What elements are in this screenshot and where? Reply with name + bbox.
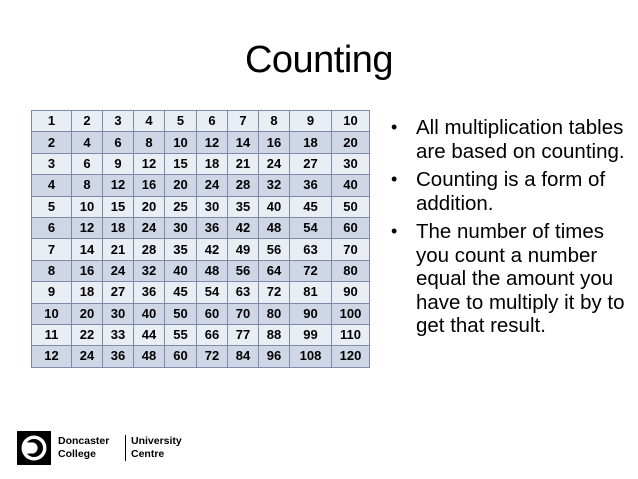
table-cell: 54	[290, 217, 332, 238]
table-cell: 64	[259, 260, 290, 281]
table-cell: 14	[228, 132, 259, 153]
table-cell: 6	[103, 132, 134, 153]
table-cell: 9	[103, 153, 134, 174]
table-cell: 2	[72, 111, 103, 132]
logo-divider	[125, 435, 126, 461]
bullet-item	[389, 168, 629, 215]
table-cell: 60	[197, 303, 228, 324]
table-cell: 12	[32, 346, 72, 367]
table-cell: 55	[165, 324, 197, 345]
table-cell: 70	[228, 303, 259, 324]
bullet-dot-icon: •	[391, 117, 398, 137]
table-cell: 16	[259, 132, 290, 153]
table-cell: 10	[32, 303, 72, 324]
table-cell: 33	[103, 324, 134, 345]
table-cell: 24	[259, 153, 290, 174]
table-cell: 8	[259, 111, 290, 132]
table-cell: 40	[134, 303, 165, 324]
bullet-text: Counting is a form of addition.	[416, 168, 606, 215]
table-cell: 36	[197, 217, 228, 238]
table-cell: 18	[103, 217, 134, 238]
table-cell: 60	[332, 217, 370, 238]
multiplication-table	[31, 110, 370, 368]
doncaster-logo-icon	[17, 431, 51, 465]
uni-line-1: University	[131, 435, 182, 447]
table-row	[32, 303, 370, 324]
table-cell: 30	[103, 303, 134, 324]
table-row	[32, 239, 370, 260]
table-cell: 32	[259, 175, 290, 196]
bullet-dot-icon: •	[391, 169, 398, 189]
table-cell: 20	[165, 175, 197, 196]
college-name	[58, 435, 109, 460]
uni-line-2: Centre	[131, 447, 165, 460]
table-cell: 7	[32, 239, 72, 260]
slide-title: Counting	[244, 39, 394, 81]
table-cell: 42	[197, 239, 228, 260]
table-cell: 27	[290, 153, 332, 174]
table-cell: 9	[32, 282, 72, 303]
table-cell: 28	[228, 175, 259, 196]
table-cell: 4	[32, 175, 72, 196]
table-row	[32, 324, 370, 345]
table-cell: 8	[72, 175, 103, 196]
table-cell: 72	[197, 346, 228, 367]
table-cell: 12	[197, 132, 228, 153]
table-cell: 15	[103, 196, 134, 217]
table-cell: 56	[259, 239, 290, 260]
table-cell: 7	[228, 111, 259, 132]
bullet-text: All multiplication tables are based on counting.	[416, 116, 625, 163]
table-cell: 56	[228, 260, 259, 281]
bullet-item	[389, 116, 629, 163]
table-cell: 8	[134, 132, 165, 153]
table-cell: 5	[32, 196, 72, 217]
table-cell: 2	[32, 132, 72, 153]
table-cell: 22	[72, 324, 103, 345]
table-cell: 49	[228, 239, 259, 260]
table-cell: 36	[134, 282, 165, 303]
table-cell: 72	[259, 282, 290, 303]
table-cell: 36	[103, 346, 134, 367]
doncaster-college-logo	[17, 431, 187, 465]
table-cell: 24	[197, 175, 228, 196]
table-cell: 40	[165, 260, 197, 281]
table-cell: 10	[165, 132, 197, 153]
table-cell: 4	[72, 132, 103, 153]
table-cell: 24	[103, 260, 134, 281]
table-cell: 50	[165, 303, 197, 324]
table-cell: 30	[332, 153, 370, 174]
table-cell: 30	[165, 217, 197, 238]
table-cell: 120	[332, 346, 370, 367]
table-cell: 40	[259, 196, 290, 217]
table-cell: 9	[290, 111, 332, 132]
table-cell: 18	[72, 282, 103, 303]
table-cell: 18	[290, 132, 332, 153]
table-cell: 90	[290, 303, 332, 324]
table-row	[32, 196, 370, 217]
table-cell: 24	[134, 217, 165, 238]
table-cell: 20	[134, 196, 165, 217]
table-cell: 40	[332, 175, 370, 196]
table-cell: 28	[134, 239, 165, 260]
table-cell: 20	[332, 132, 370, 153]
bullet-dot-icon: •	[391, 221, 398, 241]
table-cell: 72	[290, 260, 332, 281]
table-cell: 27	[103, 282, 134, 303]
table-cell: 18	[197, 153, 228, 174]
table-cell: 6	[72, 153, 103, 174]
table-cell: 4	[134, 111, 165, 132]
table-cell: 42	[228, 217, 259, 238]
table-row	[32, 111, 370, 132]
college-line-1: Doncaster	[58, 435, 110, 447]
table-row	[32, 346, 370, 367]
table-cell: 90	[332, 282, 370, 303]
table-cell: 100	[332, 303, 370, 324]
table-cell: 84	[228, 346, 259, 367]
table-cell: 66	[197, 324, 228, 345]
table-cell: 32	[134, 260, 165, 281]
table-cell: 6	[32, 217, 72, 238]
table-cell: 10	[332, 111, 370, 132]
table-cell: 3	[32, 153, 72, 174]
table-cell: 6	[197, 111, 228, 132]
table-cell: 108	[290, 346, 332, 367]
table-cell: 21	[103, 239, 134, 260]
table-cell: 81	[290, 282, 332, 303]
table-row	[32, 175, 370, 196]
table-cell: 54	[197, 282, 228, 303]
table-row	[32, 132, 370, 153]
table-cell: 48	[259, 217, 290, 238]
table-row	[32, 217, 370, 238]
table-cell: 45	[165, 282, 197, 303]
table-cell: 21	[228, 153, 259, 174]
table-cell: 10	[72, 196, 103, 217]
bullet-text: The number of times you count a number equal the amount you have to multiply it by to get that result.	[416, 220, 625, 337]
bullet-list	[389, 116, 629, 343]
table-cell: 70	[332, 239, 370, 260]
table-cell: 5	[165, 111, 197, 132]
table-cell: 14	[72, 239, 103, 260]
table-row	[32, 282, 370, 303]
table-cell: 30	[197, 196, 228, 217]
table-cell: 88	[259, 324, 290, 345]
table-cell: 16	[72, 260, 103, 281]
table-cell: 80	[332, 260, 370, 281]
bullet-item	[389, 220, 629, 338]
table-cell: 20	[72, 303, 103, 324]
table-cell: 48	[134, 346, 165, 367]
university-centre-name	[131, 435, 182, 460]
table-cell: 16	[134, 175, 165, 196]
table-cell: 1	[32, 111, 72, 132]
table-cell: 110	[332, 324, 370, 345]
table-cell: 25	[165, 196, 197, 217]
table-cell: 35	[165, 239, 197, 260]
table-cell: 44	[134, 324, 165, 345]
table-cell: 12	[103, 175, 134, 196]
table-cell: 50	[332, 196, 370, 217]
table-cell: 35	[228, 196, 259, 217]
table-cell: 12	[72, 217, 103, 238]
table-cell: 77	[228, 324, 259, 345]
table-cell: 24	[72, 346, 103, 367]
table-cell: 80	[259, 303, 290, 324]
table-cell: 36	[290, 175, 332, 196]
table-cell: 11	[32, 324, 72, 345]
table-cell: 8	[32, 260, 72, 281]
college-line-2: College	[58, 447, 96, 460]
table-cell: 63	[290, 239, 332, 260]
table-cell: 60	[165, 346, 197, 367]
table-cell: 99	[290, 324, 332, 345]
table-cell: 96	[259, 346, 290, 367]
table-row	[32, 260, 370, 281]
table-cell: 3	[103, 111, 134, 132]
table-row	[32, 153, 370, 174]
table-cell: 45	[290, 196, 332, 217]
table-cell: 63	[228, 282, 259, 303]
table-cell: 15	[165, 153, 197, 174]
table-cell: 48	[197, 260, 228, 281]
table-cell: 12	[134, 153, 165, 174]
